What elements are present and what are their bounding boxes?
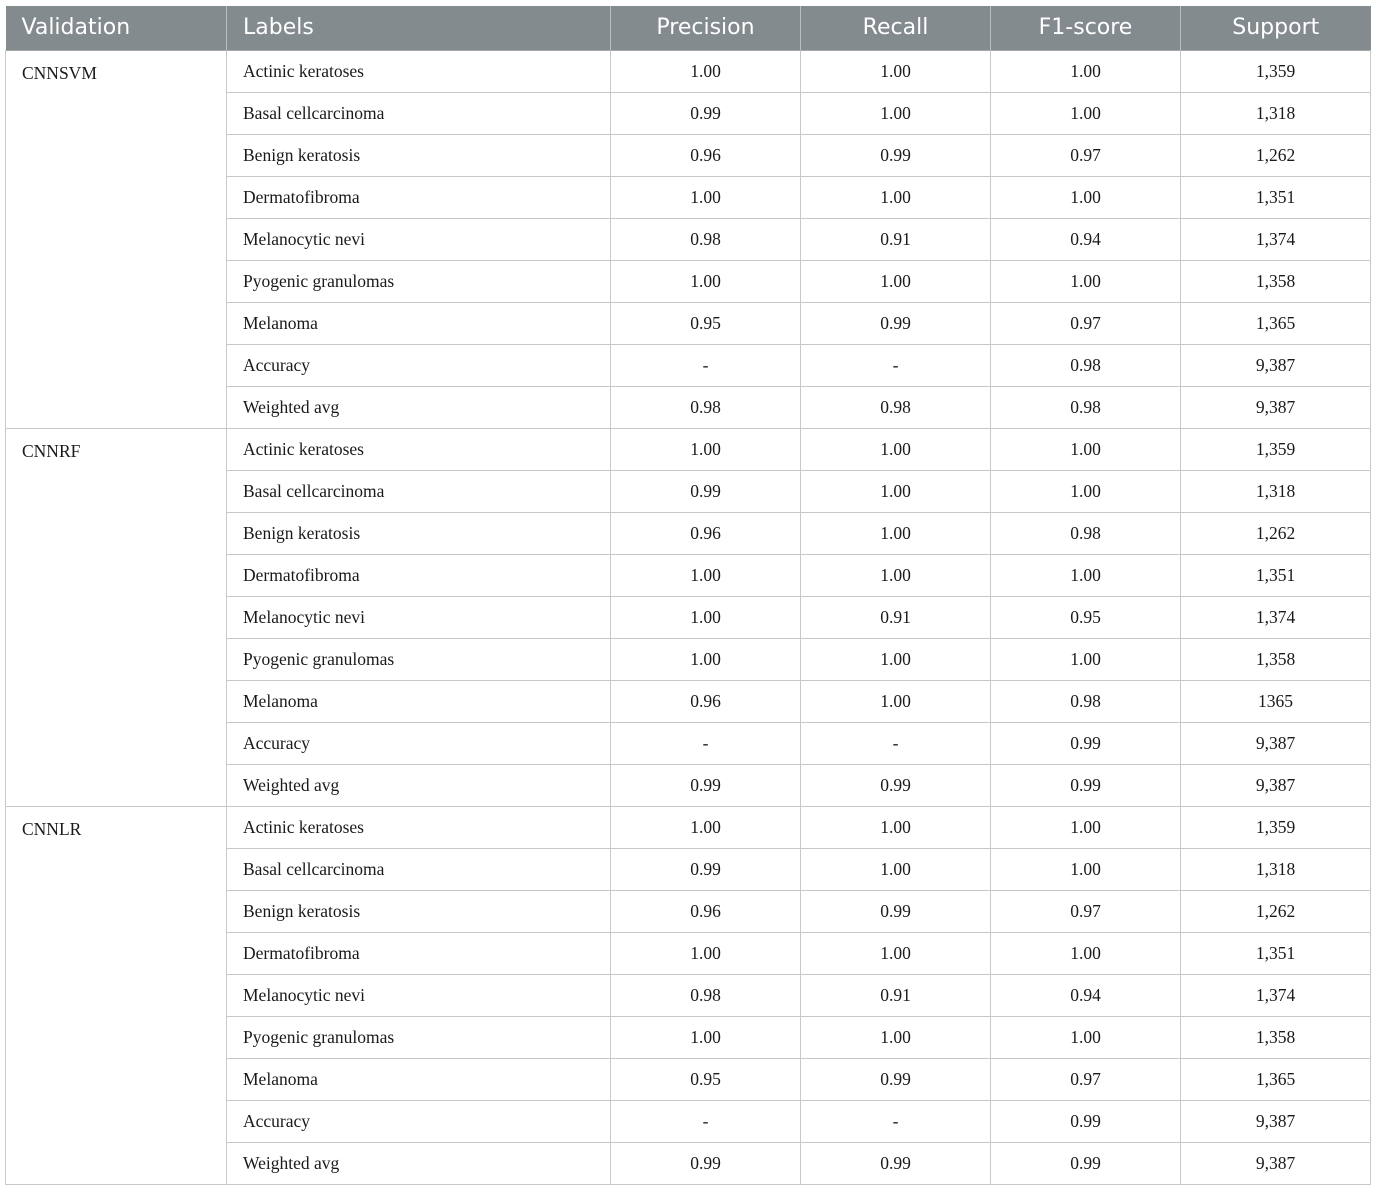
precision-cell: 1.00 bbox=[611, 1016, 801, 1058]
recall-cell: 0.91 bbox=[801, 218, 991, 260]
f1-score-cell: 0.98 bbox=[991, 680, 1181, 722]
recall-cell: - bbox=[801, 722, 991, 764]
f1-score-cell: 1.00 bbox=[991, 428, 1181, 470]
precision-cell: 1.00 bbox=[611, 428, 801, 470]
label-cell: Melanocytic nevi bbox=[227, 974, 611, 1016]
precision-cell: 0.99 bbox=[611, 848, 801, 890]
support-cell: 1,359 bbox=[1181, 428, 1371, 470]
support-cell: 9,387 bbox=[1181, 1100, 1371, 1142]
support-cell: 1,262 bbox=[1181, 890, 1371, 932]
precision-cell: 1.00 bbox=[611, 932, 801, 974]
f1-score-cell: 0.99 bbox=[991, 1142, 1181, 1184]
label-cell: Weighted avg bbox=[227, 386, 611, 428]
label-cell: Benign keratosis bbox=[227, 134, 611, 176]
recall-cell: - bbox=[801, 1100, 991, 1142]
precision-cell: 0.96 bbox=[611, 134, 801, 176]
label-cell: Basal cellcarcinoma bbox=[227, 92, 611, 134]
results-table bbox=[5, 6, 1371, 1185]
f1-score-cell: 0.94 bbox=[991, 974, 1181, 1016]
precision-cell: - bbox=[611, 1100, 801, 1142]
validation-group-cell: CNNSVM bbox=[6, 50, 227, 428]
recall-cell: 1.00 bbox=[801, 638, 991, 680]
f1-score-cell: 0.99 bbox=[991, 1100, 1181, 1142]
label-cell: Weighted avg bbox=[227, 1142, 611, 1184]
f1-score-cell: 1.00 bbox=[991, 1016, 1181, 1058]
f1-score-cell: 0.98 bbox=[991, 344, 1181, 386]
recall-cell: 1.00 bbox=[801, 554, 991, 596]
table-row bbox=[6, 428, 1371, 470]
table-row bbox=[6, 806, 1371, 848]
precision-cell: 1.00 bbox=[611, 806, 801, 848]
precision-cell: 0.96 bbox=[611, 512, 801, 554]
f1-score-cell: 0.98 bbox=[991, 386, 1181, 428]
precision-cell: 0.98 bbox=[611, 974, 801, 1016]
f1-score-cell: 1.00 bbox=[991, 50, 1181, 92]
header-f1-score: F1-score bbox=[991, 6, 1181, 50]
recall-cell: 1.00 bbox=[801, 470, 991, 512]
recall-cell: 0.99 bbox=[801, 764, 991, 806]
f1-score-cell: 0.97 bbox=[991, 302, 1181, 344]
precision-cell: 1.00 bbox=[611, 596, 801, 638]
support-cell: 1,358 bbox=[1181, 260, 1371, 302]
precision-cell: 0.96 bbox=[611, 890, 801, 932]
f1-score-cell: 0.97 bbox=[991, 1058, 1181, 1100]
recall-cell: 0.99 bbox=[801, 302, 991, 344]
label-cell: Melanocytic nevi bbox=[227, 218, 611, 260]
f1-score-cell: 0.97 bbox=[991, 134, 1181, 176]
support-cell: 1365 bbox=[1181, 680, 1371, 722]
support-cell: 1,359 bbox=[1181, 806, 1371, 848]
recall-cell: 0.99 bbox=[801, 1058, 991, 1100]
f1-score-cell: 1.00 bbox=[991, 932, 1181, 974]
support-cell: 1,374 bbox=[1181, 974, 1371, 1016]
label-cell: Actinic keratoses bbox=[227, 806, 611, 848]
label-cell: Accuracy bbox=[227, 1100, 611, 1142]
recall-cell: 1.00 bbox=[801, 680, 991, 722]
recall-cell: 1.00 bbox=[801, 848, 991, 890]
f1-score-cell: 0.99 bbox=[991, 764, 1181, 806]
precision-cell: 0.98 bbox=[611, 386, 801, 428]
recall-cell: 1.00 bbox=[801, 176, 991, 218]
label-cell: Pyogenic granulomas bbox=[227, 260, 611, 302]
recall-cell: 1.00 bbox=[801, 50, 991, 92]
recall-cell: 1.00 bbox=[801, 806, 991, 848]
recall-cell: 1.00 bbox=[801, 428, 991, 470]
label-cell: Melanoma bbox=[227, 302, 611, 344]
table-header bbox=[6, 6, 1371, 50]
f1-score-cell: 1.00 bbox=[991, 806, 1181, 848]
support-cell: 1,374 bbox=[1181, 596, 1371, 638]
f1-score-cell: 0.95 bbox=[991, 596, 1181, 638]
table-body bbox=[6, 50, 1371, 1184]
recall-cell: 0.98 bbox=[801, 386, 991, 428]
f1-score-cell: 0.98 bbox=[991, 512, 1181, 554]
recall-cell: 0.99 bbox=[801, 134, 991, 176]
precision-cell: 0.99 bbox=[611, 92, 801, 134]
label-cell: Accuracy bbox=[227, 722, 611, 764]
header-validation: Validation bbox=[6, 6, 227, 50]
precision-cell: 0.95 bbox=[611, 302, 801, 344]
precision-cell: - bbox=[611, 344, 801, 386]
label-cell: Benign keratosis bbox=[227, 890, 611, 932]
support-cell: 9,387 bbox=[1181, 764, 1371, 806]
recall-cell: 0.99 bbox=[801, 890, 991, 932]
support-cell: 1,318 bbox=[1181, 848, 1371, 890]
f1-score-cell: 1.00 bbox=[991, 260, 1181, 302]
support-cell: 1,351 bbox=[1181, 932, 1371, 974]
f1-score-cell: 1.00 bbox=[991, 176, 1181, 218]
header-recall: Recall bbox=[801, 6, 991, 50]
recall-cell: 0.91 bbox=[801, 974, 991, 1016]
support-cell: 1,351 bbox=[1181, 176, 1371, 218]
label-cell: Pyogenic granulomas bbox=[227, 1016, 611, 1058]
f1-score-cell: 1.00 bbox=[991, 638, 1181, 680]
label-cell: Dermatofibroma bbox=[227, 932, 611, 974]
f1-score-cell: 0.99 bbox=[991, 722, 1181, 764]
precision-cell: 1.00 bbox=[611, 176, 801, 218]
precision-cell: 0.96 bbox=[611, 680, 801, 722]
support-cell: 1,318 bbox=[1181, 92, 1371, 134]
support-cell: 9,387 bbox=[1181, 344, 1371, 386]
support-cell: 1,318 bbox=[1181, 470, 1371, 512]
label-cell: Melanocytic nevi bbox=[227, 596, 611, 638]
support-cell: 9,387 bbox=[1181, 386, 1371, 428]
table-row bbox=[6, 50, 1371, 92]
recall-cell: 1.00 bbox=[801, 932, 991, 974]
support-cell: 1,365 bbox=[1181, 1058, 1371, 1100]
support-cell: 1,262 bbox=[1181, 134, 1371, 176]
label-cell: Actinic keratoses bbox=[227, 50, 611, 92]
precision-cell: 1.00 bbox=[611, 260, 801, 302]
label-cell: Pyogenic granulomas bbox=[227, 638, 611, 680]
header-row bbox=[6, 6, 1371, 50]
precision-cell: 0.99 bbox=[611, 764, 801, 806]
f1-score-cell: 0.97 bbox=[991, 890, 1181, 932]
label-cell: Dermatofibroma bbox=[227, 176, 611, 218]
label-cell: Melanoma bbox=[227, 1058, 611, 1100]
support-cell: 1,351 bbox=[1181, 554, 1371, 596]
recall-cell: 1.00 bbox=[801, 1016, 991, 1058]
header-labels: Labels bbox=[227, 6, 611, 50]
f1-score-cell: 1.00 bbox=[991, 92, 1181, 134]
recall-cell: 1.00 bbox=[801, 512, 991, 554]
precision-cell: 0.99 bbox=[611, 470, 801, 512]
recall-cell: 0.91 bbox=[801, 596, 991, 638]
f1-score-cell: 1.00 bbox=[991, 554, 1181, 596]
support-cell: 1,358 bbox=[1181, 638, 1371, 680]
recall-cell: 1.00 bbox=[801, 260, 991, 302]
support-cell: 1,359 bbox=[1181, 50, 1371, 92]
label-cell: Accuracy bbox=[227, 344, 611, 386]
label-cell: Melanoma bbox=[227, 680, 611, 722]
validation-group-cell: CNNRF bbox=[6, 428, 227, 806]
precision-cell: 0.95 bbox=[611, 1058, 801, 1100]
label-cell: Basal cellcarcinoma bbox=[227, 470, 611, 512]
support-cell: 9,387 bbox=[1181, 1142, 1371, 1184]
label-cell: Dermatofibroma bbox=[227, 554, 611, 596]
label-cell: Benign keratosis bbox=[227, 512, 611, 554]
support-cell: 9,387 bbox=[1181, 722, 1371, 764]
support-cell: 1,374 bbox=[1181, 218, 1371, 260]
recall-cell: 1.00 bbox=[801, 92, 991, 134]
validation-group-cell: CNNLR bbox=[6, 806, 227, 1184]
label-cell: Actinic keratoses bbox=[227, 428, 611, 470]
f1-score-cell: 1.00 bbox=[991, 470, 1181, 512]
recall-cell: 0.99 bbox=[801, 1142, 991, 1184]
f1-score-cell: 1.00 bbox=[991, 848, 1181, 890]
recall-cell: - bbox=[801, 344, 991, 386]
precision-cell: 0.98 bbox=[611, 218, 801, 260]
label-cell: Basal cellcarcinoma bbox=[227, 848, 611, 890]
precision-cell: 1.00 bbox=[611, 638, 801, 680]
support-cell: 1,262 bbox=[1181, 512, 1371, 554]
support-cell: 1,365 bbox=[1181, 302, 1371, 344]
precision-cell: 0.99 bbox=[611, 1142, 801, 1184]
precision-cell: 1.00 bbox=[611, 554, 801, 596]
precision-cell: - bbox=[611, 722, 801, 764]
header-support: Support bbox=[1181, 6, 1371, 50]
support-cell: 1,358 bbox=[1181, 1016, 1371, 1058]
precision-cell: 1.00 bbox=[611, 50, 801, 92]
label-cell: Weighted avg bbox=[227, 764, 611, 806]
f1-score-cell: 0.94 bbox=[991, 218, 1181, 260]
header-precision: Precision bbox=[611, 6, 801, 50]
